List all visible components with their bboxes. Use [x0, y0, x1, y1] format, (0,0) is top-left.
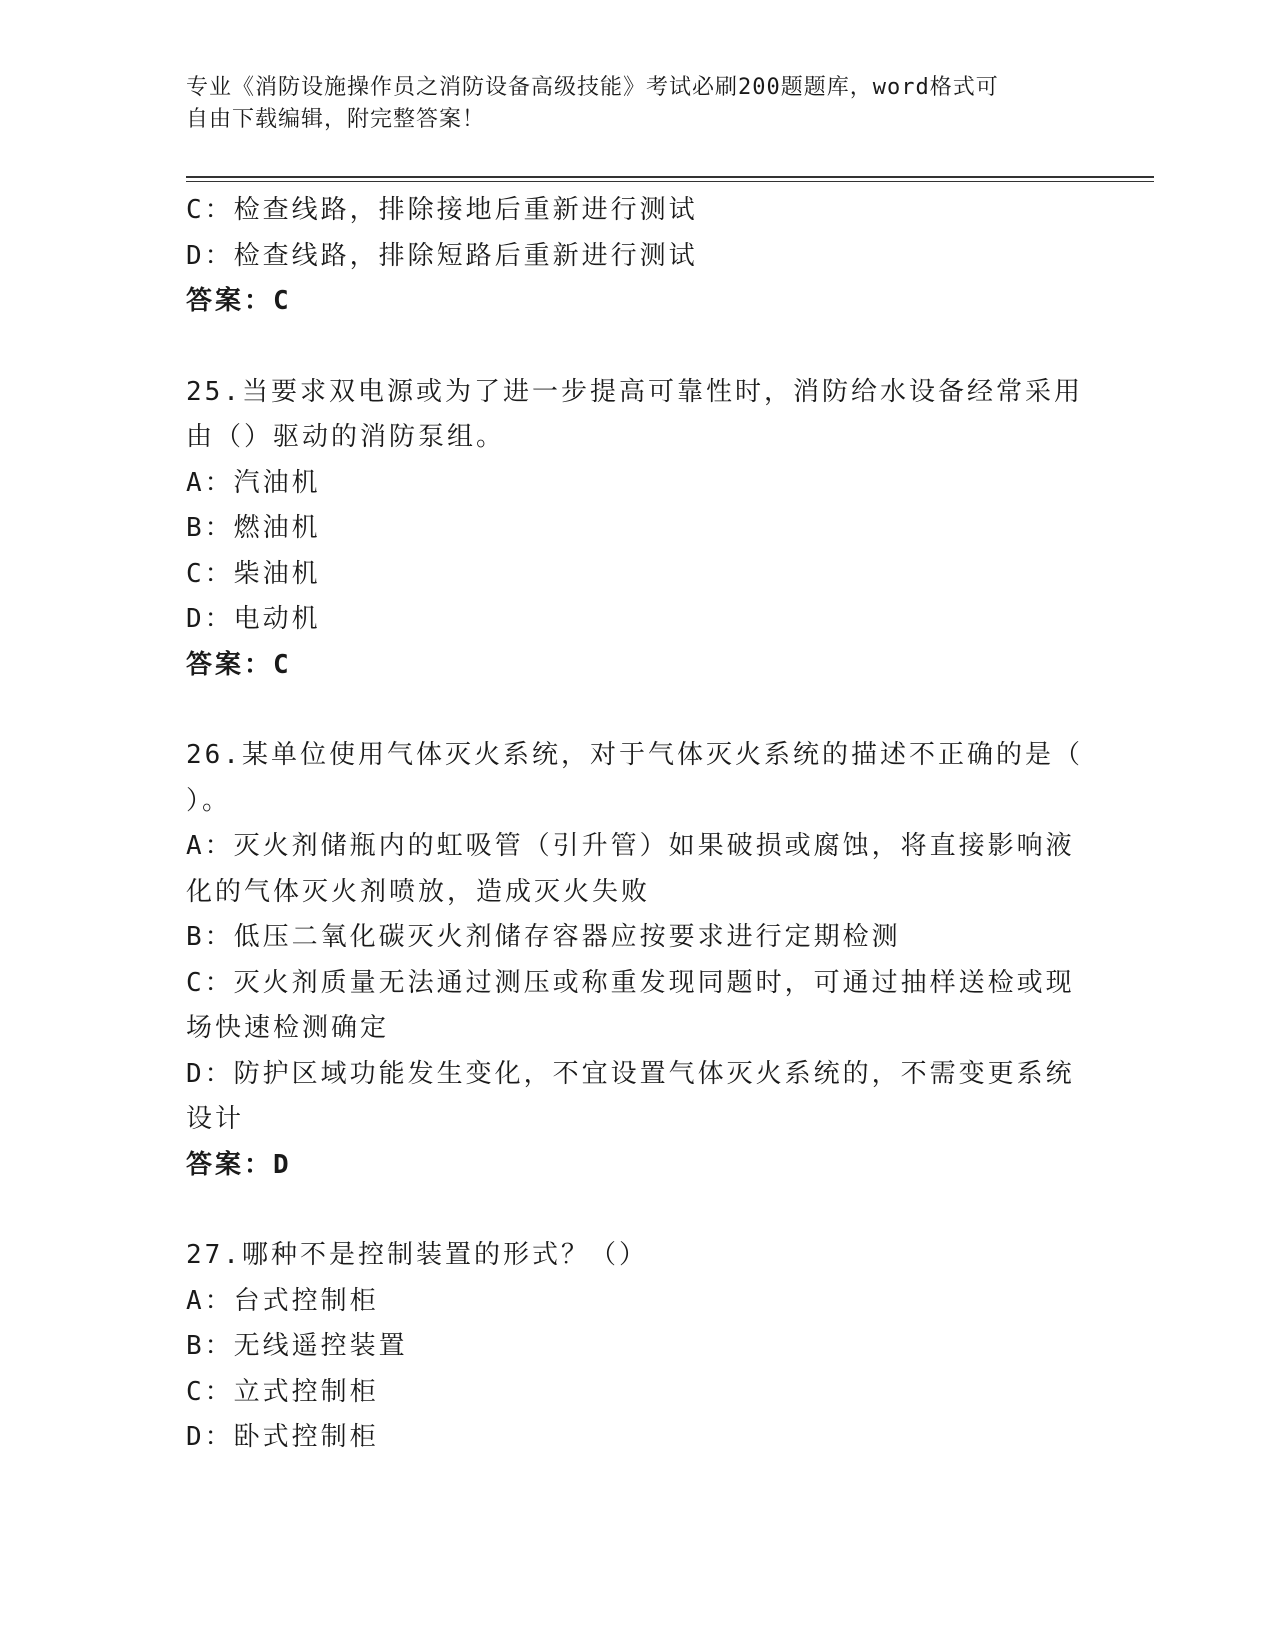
question-stem: 25.当要求双电源或为了进一步提高可靠性时，消防给水设备经常采用	[186, 376, 1083, 407]
question-25	[186, 370, 1086, 689]
answer-line: 答案：C	[186, 649, 292, 680]
spacer	[186, 325, 1086, 370]
option-c: C：检查线路，排除接地后重新进行测试	[186, 195, 698, 225]
option-c-continued: 场快速检测确定	[186, 1013, 390, 1043]
document-header	[186, 72, 1066, 136]
question-27	[186, 1233, 1086, 1461]
previous-question-tail	[186, 188, 1086, 325]
header-divider-thin	[186, 181, 1154, 182]
question-stem: 26.某单位使用气体灭火系统，对于气体灭火系统的描述不正确的是（	[186, 740, 1083, 770]
option-d: D：卧式控制柜	[186, 1422, 379, 1452]
option-c: C：灭火剂质量无法通过测压或称重发现同题时，可通过抽样送检或现	[186, 967, 1075, 998]
option-c: C：立式控制柜	[186, 1376, 379, 1407]
spacer	[186, 688, 1086, 733]
option-d-continued: 设计	[186, 1104, 245, 1134]
header-line-2: 自由下载编辑，附完整答案！	[186, 107, 486, 132]
option-c: C：柴油机	[186, 558, 321, 589]
option-d: D：防护区域功能发生变化，不宜设置气体灭火系统的，不需变更系统	[186, 1058, 1075, 1089]
answer-line: 答案：C	[186, 286, 292, 316]
answer-line: 答案：D	[186, 1149, 292, 1180]
question-list	[186, 188, 1086, 1461]
option-a-continued: 化的气体灭火剂喷放，造成灭火失败	[186, 876, 651, 907]
header-line-1: 专业《消防设施操作员之消防设备高级技能》考试必刷200题题库，word格式可	[186, 75, 999, 100]
question-stem-continued: ）。	[186, 785, 232, 816]
header-divider-thick	[186, 176, 1154, 178]
option-d: D：检查线路，排除短路后重新进行测试	[186, 240, 698, 271]
question-stem: 27.哪种不是控制装置的形式？（）	[186, 1240, 648, 1270]
option-b: B：低压二氧化碳灭火剂储存容器应按要求进行定期检测	[186, 922, 901, 952]
option-a: A：灭火剂储瓶内的虹吸管（引升管）如果破损或腐蚀，将直接影响液	[186, 831, 1075, 861]
option-d: D：电动机	[186, 604, 321, 634]
option-a: A：汽油机	[186, 467, 321, 498]
question-stem-continued: 由（）驱动的消防泵组。	[186, 422, 506, 452]
question-26	[186, 733, 1086, 1188]
option-b: B：无线遥控装置	[186, 1331, 408, 1361]
option-a: A：台式控制柜	[186, 1285, 379, 1316]
option-b: B：燃油机	[186, 513, 321, 543]
spacer	[186, 1188, 1086, 1233]
